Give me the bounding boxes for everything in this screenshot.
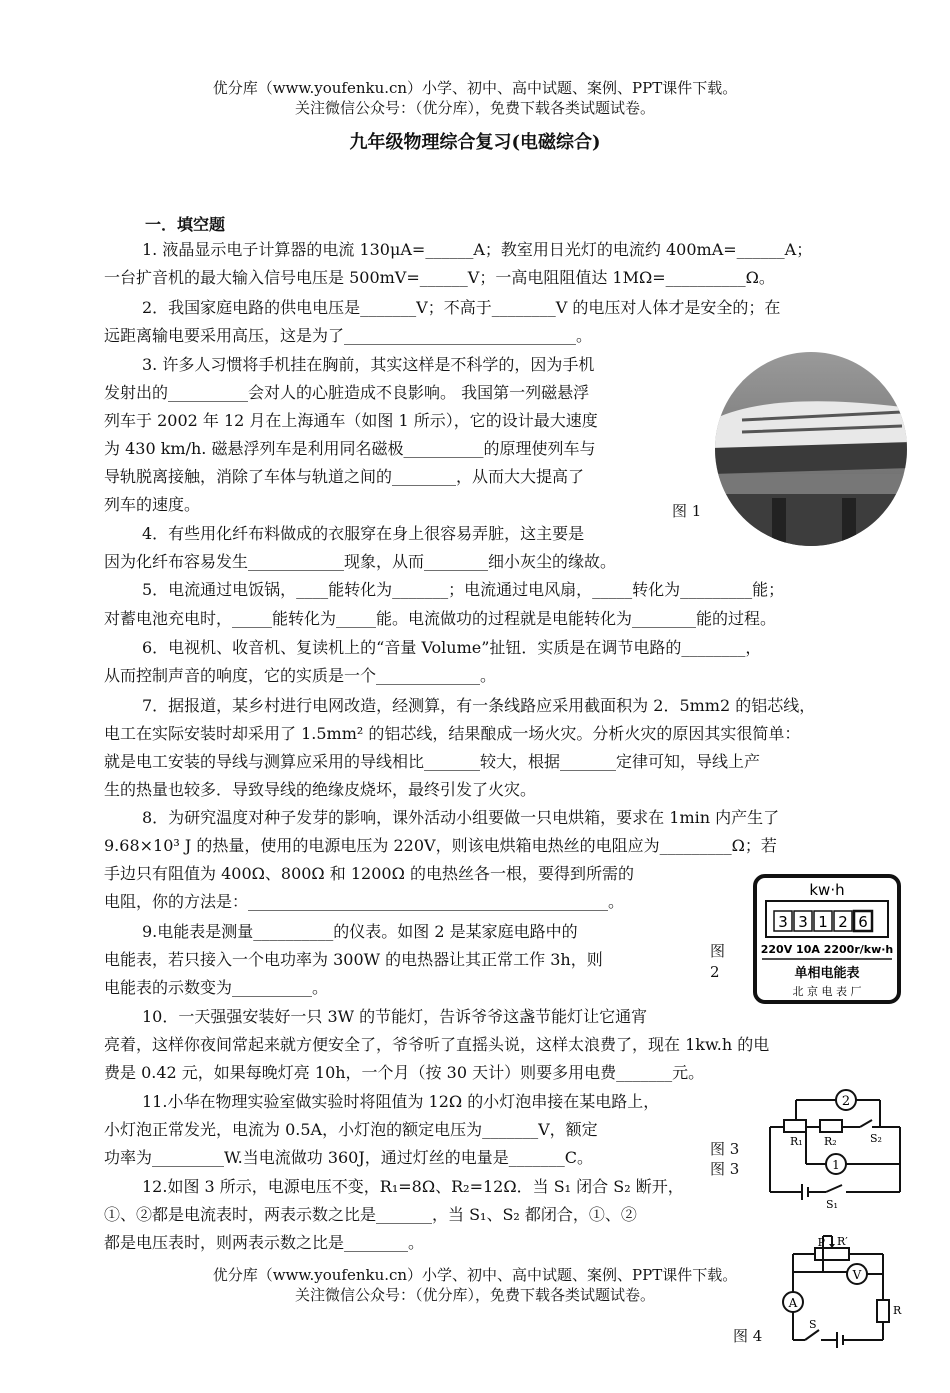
text-line: 因为化纤布容易发生____________现象，从而________细小灰尘的缘故。 [104, 552, 617, 571]
text-line: 为 430 km/h. 磁悬浮列车是利用同名磁极__________的原理使列车与 [104, 439, 596, 458]
page-title: 九年级物理综合复习(电磁综合) [349, 132, 601, 153]
figure-3-label-b: 图 3 [710, 1160, 740, 1178]
meter-unit: kw·h [809, 881, 845, 899]
figure-3-label-a: 图 3 [710, 1140, 740, 1158]
text-line: 就是电工安装的导线与测算应采用的导线相比_______较大，根据_______定律可知，导线上产 [104, 752, 761, 771]
text-line: 6．电视机、收音机、复读机上的“音量 Volume”扯钮．实质是在调节电路的________， [142, 638, 762, 657]
text-line: 12.如图 3 所示，电源电压不变，R₁=8Ω、R₂=12Ω．当 S₁ 闭合 S₂ 断开， [142, 1177, 684, 1196]
meter-spec: 220V 10A 2200r/kw·h [760, 943, 894, 956]
text-line: 4．有些用化纤布料做成的衣服穿在身上很容易弄脏，这主要是 [142, 524, 585, 543]
electric-meter-figure [752, 873, 902, 1005]
figure-2-label-a: 图 [710, 942, 726, 960]
text-line: 电能表，若只接入一个电功率为 300W 的电热器让其正常工作 3h，则 [104, 950, 603, 969]
meter-digit: 2 [838, 913, 848, 931]
circuit-figure-3 [760, 1082, 910, 1212]
p-label: P [817, 1236, 825, 1249]
ammeter-label: A [788, 1296, 798, 1310]
text-line: 都是电压表时，则两表示数之比是________。 [104, 1233, 425, 1252]
text-line: 10．一天强强安装好一只 3W 的节能灯，告诉爷爷这盏节能灯让它通宵 [142, 1007, 648, 1026]
voltmeter-label: V [852, 1268, 862, 1282]
text-line: 对蓄电池充电时，_____能转化为_____能。电流做功的过程就是电能转化为________能的过程。 [104, 609, 777, 628]
r1-label: R₁ [790, 1135, 803, 1148]
meter-digit: 3 [778, 913, 788, 931]
r2-label: R₂ [824, 1135, 837, 1148]
text-line: ①、②都是电流表时，两表示数之比是_______，当 S₁、S₂ 都闭合，①、② [104, 1205, 637, 1224]
text-line: 生的热量也较多．导致导线的绝缘皮烧坏，最终引发了火灾。 [104, 780, 537, 799]
text-line: 一台扩音机的最大输入信号电压是 500mV=______V；一高电阻阻值达 1MΩ=__________Ω。 [104, 268, 775, 287]
text-line: 电能表的示数变为__________。 [104, 978, 329, 997]
meter-2-label: 2 [841, 1094, 851, 1109]
text-line: 远距离输电要采用高压，这是为了_____________________________。 [104, 326, 593, 345]
text-line: 7．据报道，某乡村进行电网改造，经测算，有一条线路应采用截面积为 2．5mm2 的铝芯线， [142, 696, 816, 715]
maglev-train-photo [712, 350, 910, 548]
footer-line-2: 关注微信公众号：（优分库），免费下载各类试题试卷。 [294, 1286, 655, 1304]
meter-maker: 北 京 电 表 厂 [792, 985, 862, 998]
text-line: 费是 0.42 元，如果每晚灯亮 10h，一个月（按 30 天计）则要多用电费_______元。 [104, 1063, 705, 1082]
meter-name: 单相电能表 [794, 966, 860, 981]
text-line: 电阻，你的方法是：_____________________________________________。 [104, 892, 625, 911]
text-line: 9.68×10³ J 的热量，使用的电源电压为 220V，则该电烘箱电热丝的电阻应为_________Ω；若 [104, 836, 777, 855]
meter-digit: 6 [858, 913, 868, 931]
figure-1-label: 图 1 [672, 502, 702, 520]
text-line: 小灯泡正常发光，电流为 0.5A，小灯泡的额定电压为_______V，额定 [104, 1120, 598, 1139]
text-line: 手边只有阻值为 400Ω、800Ω 和 1200Ω 的电热丝各一根，要得到所需的 [104, 864, 634, 883]
header-line-2: 关注微信公众号：（优分库），免费下载各类试题试卷。 [294, 99, 655, 117]
text-line: 11.小华在物理实验室做实验时将阻值为 12Ω 的小灯泡串接在某电路上， [142, 1092, 660, 1111]
section-heading: 一．填空题 [145, 215, 226, 234]
meter-digit: 3 [798, 913, 808, 931]
text-line: 发射出的__________会对人的心脏造成不良影响。 我国第一列磁悬浮 [104, 383, 590, 402]
text-line: 9.电能表是测量__________的仪表。如图 2 是某家庭电路中的 [142, 922, 578, 941]
text-line: 列车的速度。 [104, 495, 201, 514]
text-line: 从而控制声音的响度，它的实质是一个_____________。 [104, 666, 497, 685]
figure-2-label-b: 2 [710, 963, 720, 981]
text-line: 8．为研究温度对种子发芽的影响，课外活动小组要做一只电烘箱，要求在 1min 内产生了 [142, 808, 780, 827]
rprime-label: R′ [837, 1235, 848, 1248]
text-line: 2．我国家庭电路的供电电压是_______V；不高于________V 的电压对人体才是安全的；在 [142, 298, 781, 317]
r-label: R [893, 1304, 902, 1317]
text-line: 亮着，这样你夜间常起来就方便安全了，爷爷听了直摇头说，这样太浪费了，现在 1kw.h 的电 [104, 1035, 770, 1054]
text-line: 1. 液晶显示电子计算器的电流 130μA=______A；教室用日光灯的电流约 400mA=______A； [142, 240, 813, 259]
s2-label: S₂ [870, 1132, 882, 1145]
header-line-1: 优分库（www.youfenku.cn）小学、初中、高中试题、案例、PPT课件下载。 [212, 79, 738, 97]
text-line: 列车于 2002 年 12 月在上海通车（如图 1 所示），它的设计最大速度 [104, 411, 598, 430]
text-line: 5．电流通过电饭锅，____能转化为_______；电流通过电风扇，_____转化为_________能； [142, 580, 785, 599]
figure-4-label: 图 4 [733, 1327, 763, 1345]
meter-1-label: 1 [832, 1158, 840, 1172]
s1-label: S₁ [826, 1198, 838, 1211]
meter-digit: 1 [818, 913, 828, 931]
text-line: 功率为_________W.当电流做功 360J，通过灯丝的电量是_______C。 [104, 1148, 594, 1167]
text-line: 电工在实际安装时却采用了 1.5mm² 的铝芯线，结果酿成一场火灾。分析火灾的原因其实很简单： [104, 724, 801, 743]
s-label: S [809, 1318, 817, 1331]
text-line: 3. 许多人习惯将手机挂在胸前，其实这样是不科学的，因为手机 [142, 355, 595, 374]
text-line: 导轨脱离接触，消除了车体与轨道之间的________，从而大大提高了 [104, 467, 585, 486]
footer-line-1: 优分库（www.youfenku.cn）小学、初中、高中试题、案例、PPT课件下载。 [212, 1266, 738, 1284]
